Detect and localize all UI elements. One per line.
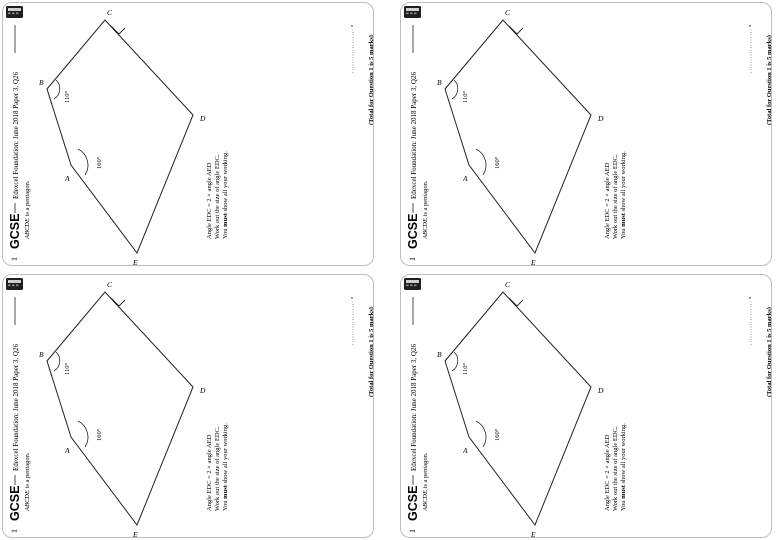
right-angle-marker: [509, 26, 523, 34]
angle-arc-a: [78, 149, 88, 175]
condition-line: Angle EDC = 2 × angle AED: [604, 162, 611, 239]
total-marks: (Total for Question 1 is 5 marks): [368, 35, 375, 125]
vertex-label-e: E: [133, 258, 138, 267]
condition-line: Angle EDC = 2 × angle AED: [604, 434, 611, 511]
right-angle-marker: [111, 26, 125, 34]
angle-arc-b: [452, 80, 458, 99]
pentagon-diagram: [445, 292, 591, 525]
angle-arc-a: [476, 421, 486, 447]
answer-unit: °: [749, 24, 755, 27]
instruction-line: Work out the size of angle EDC.: [214, 154, 221, 239]
vertex-label-b: B: [437, 78, 442, 87]
angle-label-a: 160°: [494, 428, 501, 441]
calculator-icon: [6, 278, 23, 290]
pentagon-diagram: [47, 292, 193, 525]
answer-unit: °: [749, 296, 755, 299]
gcse-brand: GCSE: [8, 485, 22, 521]
angle-label-b: 110°: [462, 362, 469, 375]
worksheet-svg: [3, 275, 374, 538]
gcse-brand: GCSE: [406, 485, 420, 521]
vertex-label-c: C: [505, 8, 511, 17]
question-number: 1: [408, 529, 417, 533]
vertex-label-c: C: [107, 8, 113, 17]
source-title: Edexcel Foundation: June 2018 Paper 3, Q26: [410, 344, 418, 471]
gcse-brand: GCSE: [406, 213, 420, 249]
source-title: Edexcel Foundation: June 2018 Paper 3, Q26: [410, 72, 418, 199]
vertex-label-a: A: [463, 446, 468, 455]
total-marks: (Total for Question 1 is 5 marks): [368, 307, 375, 397]
angle-label-b: 110°: [64, 90, 71, 103]
total-marks: (Total for Question 1 is 5 marks): [766, 307, 773, 397]
vertex-label-e: E: [133, 530, 138, 539]
working-line: You must show all your working.: [222, 151, 229, 239]
question-number: 1: [10, 529, 19, 533]
worksheet-svg: [401, 3, 772, 266]
vertex-label-b: B: [39, 350, 44, 359]
angle-arc-b: [54, 80, 60, 99]
vertex-label-c: C: [505, 280, 511, 289]
vertex-label-a: A: [65, 446, 70, 455]
condition-line: Angle EDC = 2 × angle AED: [206, 162, 213, 239]
calculator-icon: [404, 6, 421, 18]
angle-label-a: 160°: [494, 156, 501, 169]
vertex-label-a: A: [463, 174, 468, 183]
worksheet-svg: [3, 3, 374, 266]
working-line: You must show all your working.: [222, 423, 229, 511]
instruction-line: Work out the size of angle EDC.: [214, 426, 221, 511]
question-number: 1: [10, 257, 19, 261]
condition-line: Angle EDC = 2 × angle AED: [206, 434, 213, 511]
source-title: Edexcel Foundation: June 2018 Paper 3, Q26: [12, 72, 20, 199]
intro-text: ABCDE is a pentagon.: [422, 180, 429, 239]
answer-unit: °: [351, 296, 357, 299]
gcse-brand: GCSE: [8, 213, 22, 249]
right-angle-marker: [509, 298, 523, 306]
intro-text: ABCDE is a pentagon.: [422, 452, 429, 511]
vertex-label-b: B: [437, 350, 442, 359]
angle-label-b: 110°: [462, 90, 469, 103]
vertex-label-d: D: [598, 114, 604, 123]
vertex-label-d: D: [598, 386, 604, 395]
vertex-label-d: D: [200, 386, 206, 395]
calculator-icon: [6, 6, 23, 18]
card-top-right: [400, 2, 772, 266]
angle-arc-b: [452, 352, 458, 371]
angle-arc-b: [54, 352, 60, 371]
card-bottom-left: [2, 274, 374, 538]
intro-text: ABCDE is a pentagon.: [24, 452, 31, 511]
pentagon-diagram: [445, 20, 591, 253]
total-marks: (Total for Question 1 is 5 marks): [766, 35, 773, 125]
calculator-icon: [404, 278, 421, 290]
vertex-label-c: C: [107, 280, 113, 289]
vertex-label-d: D: [200, 114, 206, 123]
working-line: You must show all your working.: [620, 151, 627, 239]
question-number: 1: [408, 257, 417, 261]
angle-arc-a: [78, 421, 88, 447]
card-top-left: [2, 2, 374, 266]
vertex-label-e: E: [531, 530, 536, 539]
answer-unit: °: [351, 24, 357, 27]
right-angle-marker: [111, 298, 125, 306]
angle-arc-a: [476, 149, 486, 175]
pentagon-diagram: [47, 20, 193, 253]
vertex-label-e: E: [531, 258, 536, 267]
intro-text: ABCDE is a pentagon.: [24, 180, 31, 239]
working-line: You must show all your working.: [620, 423, 627, 511]
angle-label-a: 160°: [96, 428, 103, 441]
source-title: Edexcel Foundation: June 2018 Paper 3, Q26: [12, 344, 20, 471]
instruction-line: Work out the size of angle EDC.: [612, 154, 619, 239]
card-bottom-right: [400, 274, 772, 538]
vertex-label-a: A: [65, 174, 70, 183]
instruction-line: Work out the size of angle EDC.: [612, 426, 619, 511]
angle-label-b: 110°: [64, 362, 71, 375]
angle-label-a: 160°: [96, 156, 103, 169]
worksheet-svg: [401, 275, 772, 538]
vertex-label-b: B: [39, 78, 44, 87]
